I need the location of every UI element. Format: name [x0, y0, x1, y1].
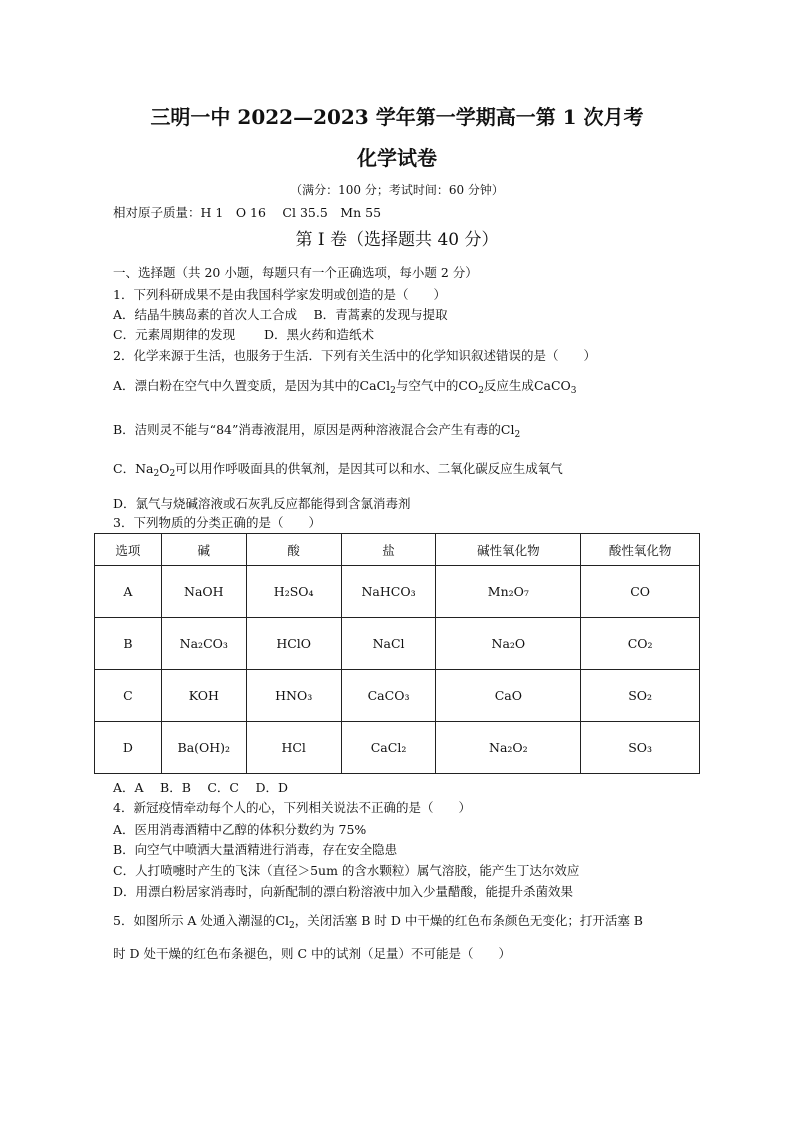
table-cell: CaCl₂: [341, 722, 436, 774]
table-cell: SO₂: [581, 670, 700, 722]
table-cell: D: [95, 722, 162, 774]
table-cell: CaO: [436, 670, 581, 722]
table-cell: B: [95, 618, 162, 670]
q2-option-b: B．洁则灵不能与“84”消毒液混用，原因是两种溶液混合会产生有毒的$Cl_2$: [113, 422, 521, 440]
q2-option-d: D．氯气与烧碱溶液或石灰乳反应都能得到含氯消毒剂: [113, 496, 411, 511]
table-cell: Na₂O₂: [436, 722, 581, 774]
table-cell: KOH: [161, 670, 246, 722]
table-header-cell: 碱: [161, 534, 246, 566]
subject-title: 化学试卷: [357, 146, 437, 170]
q4-option-a: A．医用消毒酒精中乙醇的体积分数约为 75%: [113, 822, 367, 837]
table-cell: NaCl: [341, 618, 436, 670]
table-cell: HNO₃: [246, 670, 341, 722]
q5-line-2: 时 D 处干燥的红色布条褪色，则 C 中的试剂（足量）不可能是（ ）: [113, 946, 511, 961]
table-header-cell: 盐: [341, 534, 436, 566]
table-cell: Na₂O: [436, 618, 581, 670]
volume-title: 第 I 卷（选择题共 40 分）: [295, 230, 499, 250]
table-row: [95, 566, 700, 618]
table-header-cell: 碱性氧化物: [436, 534, 581, 566]
table-cell: HClO: [246, 618, 341, 670]
table-cell: NaHCO₃: [341, 566, 436, 618]
table-cell: A: [95, 566, 162, 618]
q5-line-1: 5．如图所示 A 处通入潮湿的$Cl_2$，关闭活塞 B 时 D 中干燥的红色布条颜色无变化；打开活塞 B: [113, 913, 643, 931]
table-header-cell: 选项: [95, 534, 162, 566]
q4-stem: 4．新冠疫情牵动每个人的心，下列相关说法不正确的是（ ）: [113, 800, 471, 815]
q1-options-cd: C．元素周期律的发现 D．黑火药和造纸术: [113, 327, 375, 342]
table-row: [95, 722, 700, 774]
table-cell: H₂SO₄: [246, 566, 341, 618]
q2-option-c: C．$Na_2O_2$可以用作呼吸面具的供氧剂，是因其可以和水、二氧化碳反应生成氧气: [113, 461, 563, 479]
table-cell: CaCO₃: [341, 670, 436, 722]
table-cell: C: [95, 670, 162, 722]
table-cell: CO₂: [581, 618, 700, 670]
q4-option-d: D．用漂白粉居家消毒时，向新配制的漂白粉溶液中加入少量醋酸，能提升杀菌效果: [113, 884, 574, 899]
q1-stem: 1．下列科研成果不是由我国科学家发明或创造的是（ ）: [113, 287, 446, 302]
atomic-masses: 相对原子质量：H 1 O 16 Cl 35.5 Mn 55: [113, 205, 382, 220]
exam-info: （满分：100 分；考试时间：60 分钟）: [290, 183, 504, 197]
table-header-row: [95, 534, 700, 566]
q4-option-b: B．向空气中喷洒大量酒精进行消毒，存在安全隐患: [113, 842, 398, 857]
q3-options: A．A B．B C．C D．D: [113, 780, 289, 795]
table-cell: Mn₂O₇: [436, 566, 581, 618]
table-cell: SO₃: [581, 722, 700, 774]
table-cell: Na₂CO₃: [161, 618, 246, 670]
table-row: [95, 618, 700, 670]
q1-options-ab: A．结晶牛胰岛素的首次人工合成 B．青蒿素的发现与提取: [113, 307, 448, 322]
table-row: [95, 670, 700, 722]
exam-title: 三明一中 2022—2023 学年第一学期高一第 1 次月考: [150, 105, 644, 129]
classification-table: [94, 533, 700, 774]
q2-stem: 2．化学来源于生活，也服务于生活．下列有关生活中的化学知识叙述错误的是（ ）: [113, 348, 596, 363]
q3-stem: 3．下列物质的分类正确的是（ ）: [113, 515, 321, 530]
table-header-cell: 酸性氧化物: [581, 534, 700, 566]
q2-option-a: A．漂白粉在空气中久置变质，是因为其中的CaCl$_2$与空气中的$CO_2$反应生成CaCO$_3$: [113, 378, 577, 396]
section-intro: 一、选择题（共 20 小题，每题只有一个正确选项，每小题 2 分）: [113, 265, 478, 280]
table-header-cell: 酸: [246, 534, 341, 566]
q4-option-c: C．人打喷嚏时产生的飞沫（直径＞5um 的含水颗粒）属气溶胶，能产生丁达尔效应: [113, 863, 580, 878]
table-cell: CO: [581, 566, 700, 618]
table-cell: HCl: [246, 722, 341, 774]
table-cell: NaOH: [161, 566, 246, 618]
table-cell: Ba(OH)₂: [161, 722, 246, 774]
